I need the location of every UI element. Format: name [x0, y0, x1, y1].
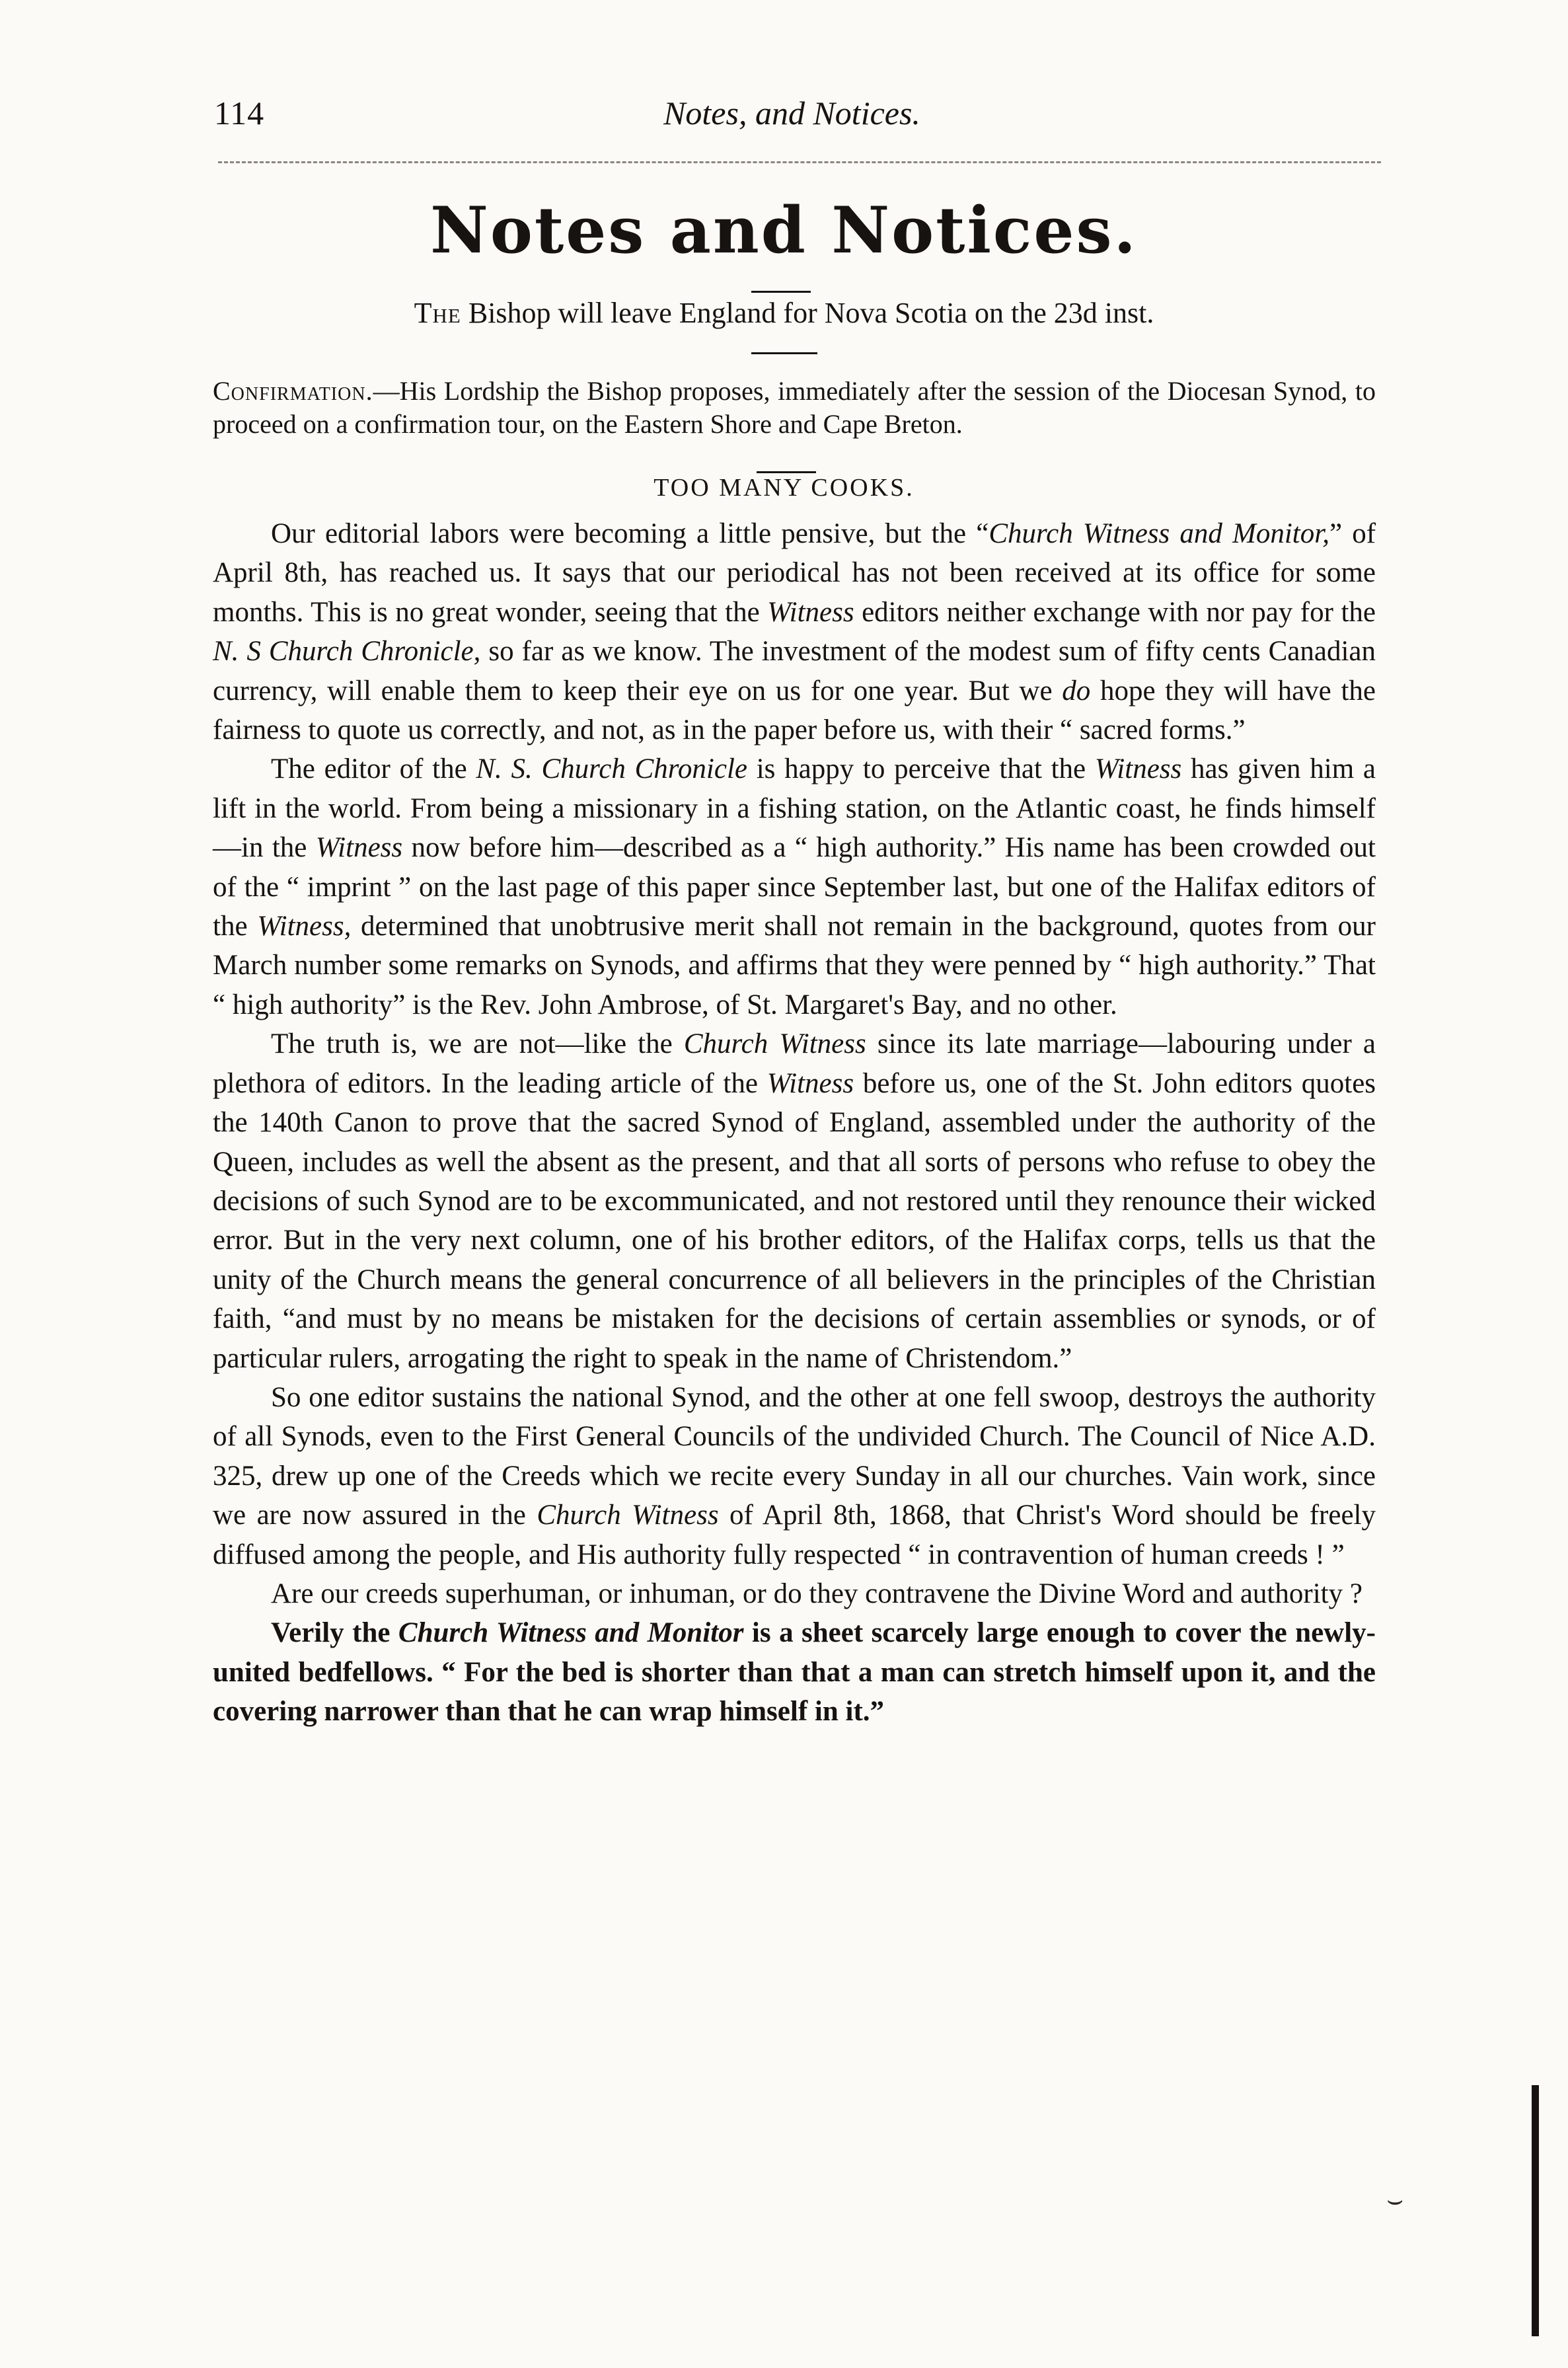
- text-run: So one editor sustains the national Synod, and the other at one fell swoop, destroys the authority of all Synods, even to the First General Councils of the undivided Church. The Council of Nice A.D. 325, drew up one of the Creeds which we recite every Sunday in all our churches. Vain work, since we are now assured in the: [213, 1381, 1376, 1531]
- text-run: now before him—described as a “ high authority.” His name has been crowded out of the “ imprint ” on the last page of this paper since September last, but one of the Halifax editors of the: [213, 832, 1376, 942]
- paragraph: [213, 1024, 1376, 1378]
- masthead-underline: [751, 291, 811, 293]
- text-run-italic: N. S. Church Chronicle: [476, 753, 747, 785]
- binding-shadow: [1532, 2085, 1539, 2336]
- article-body: [213, 514, 1376, 1732]
- text-run: hope they will have the fairness to quote us correctly, and not, as in the paper before us, with their “ sacred forms.”: [213, 675, 1376, 746]
- text-run: before us, one of the St. John editors quotes the 140th Canon to prove that the sacred Synod of England, assembled under the authority of the Queen, includes as well the absent as the present, and that all sorts of persons who refuse to obey the decisions of such Synod are to be excommunicated, and not restored until they renounce their wicked error. But in the very next column, one of his brother editors, of the Halifax corps, tells us that the unity of the Church means the general concurrence of all believers in the principles of the Christian faith, “and must by no means be mistaken for the decisions of certain assemblies or synods, or of particular rulers, arrogating the right to speak in the name of Christendom.”: [213, 1067, 1376, 1374]
- text-run: The editor of the: [271, 753, 476, 785]
- text-run-italic: Witness,: [257, 911, 352, 942]
- text-run-italic: Witness: [766, 1067, 854, 1099]
- text-run: since its late marriage—labouring under a plethora of editors. In the leading article of the: [213, 1028, 1376, 1099]
- text-run: of April 8th, 1868, that Christ's Word should be freely diffused among the people, and His authority fully respected “ in contravention of human creeds ! ”: [213, 1500, 1376, 1570]
- text-run: so far as we know. The investment of the modest sum of fifty cents Canadian currency, will enable them to keep their eye on us for one year. But we: [213, 636, 1376, 707]
- section-masthead: Notes and Notices.: [430, 193, 1138, 268]
- text-run-italic: Witness: [315, 832, 403, 864]
- paragraph: [213, 1378, 1376, 1574]
- text-run: has given him a lift in the world. From being a missionary in a fishing station, on the Atlantic coast, he finds himself—in the: [213, 753, 1376, 864]
- text-run: determined that unobtrusive merit shall not remain in the background, quotes from our March number some remarks on Synods, and affirms that they were penned by “ high authority.” That “ high authority” is the Rev. John Ambrose, of St. Margaret's Bay, and no other.: [213, 911, 1376, 1020]
- confirmation-text: —His Lordship the Bishop proposes, immediately after the session of the Diocesan Synod, to proceed on a confirmation tour, on the Eastern Shore and Cape Breton.: [213, 376, 1376, 439]
- text-run-italic: Church Witness: [537, 1500, 719, 1531]
- text-run-italic: Church Witness and Monitor: [398, 1617, 744, 1649]
- text-run-italic: N. S Church Chronicle,: [213, 636, 481, 668]
- confirmation-label: Confirmation.: [213, 376, 373, 406]
- divider-rule: [751, 352, 817, 354]
- section-heading: TOO MANY COOKS.: [653, 474, 915, 502]
- text-run: ” of April 8th, has reached us. It says that our periodical has not been received at its office for some months. This is no great wonder, seeing that the: [213, 518, 1376, 628]
- confirmation-notice: [213, 375, 1376, 441]
- page-number: 114: [214, 95, 265, 132]
- text-run-italic: do: [1062, 675, 1091, 707]
- text-run: editors neither exchange with nor pay for the: [854, 596, 1376, 628]
- text-run: Are our creeds superhuman, or inhuman, or do they contravene the Divine Word and authority ?: [271, 1578, 1363, 1609]
- text-run-italic: Church Witness: [683, 1028, 866, 1060]
- ink-speck: ⌣: [1386, 2185, 1404, 2215]
- text-run: Our editorial labors were becoming a little pensive, but the “: [271, 518, 989, 549]
- text-run: is happy to perceive that the: [747, 753, 1095, 785]
- running-head: [214, 94, 1370, 140]
- text-run: Verily the: [271, 1617, 398, 1649]
- paragraph: [213, 1574, 1376, 1613]
- paragraph: [213, 514, 1376, 749]
- running-title: Notes, and Notices.: [663, 95, 920, 132]
- lead-notice-smallcaps: The: [414, 297, 461, 329]
- text-run-italic: Witness: [1094, 753, 1182, 785]
- text-run: is a sheet scarcely large enough to cover the newly-united bedfellows. “ For the bed is shorter than that a man can stretch himself upon it, and the covering narrower than that he can wrap himself in it.”: [213, 1617, 1376, 1728]
- paragraph: [213, 1613, 1376, 1731]
- text-run-italic: Church Witness and Monitor,: [989, 518, 1329, 549]
- paragraph: [213, 749, 1376, 1024]
- header-rule: [218, 161, 1381, 163]
- lead-notice-text: Bishop will leave England for Nova Scotia on the 23d inst.: [461, 297, 1154, 329]
- lead-notice: [0, 296, 1568, 330]
- text-run: The truth is, we are not—like the: [271, 1028, 684, 1060]
- text-run-italic: Witness: [767, 596, 854, 628]
